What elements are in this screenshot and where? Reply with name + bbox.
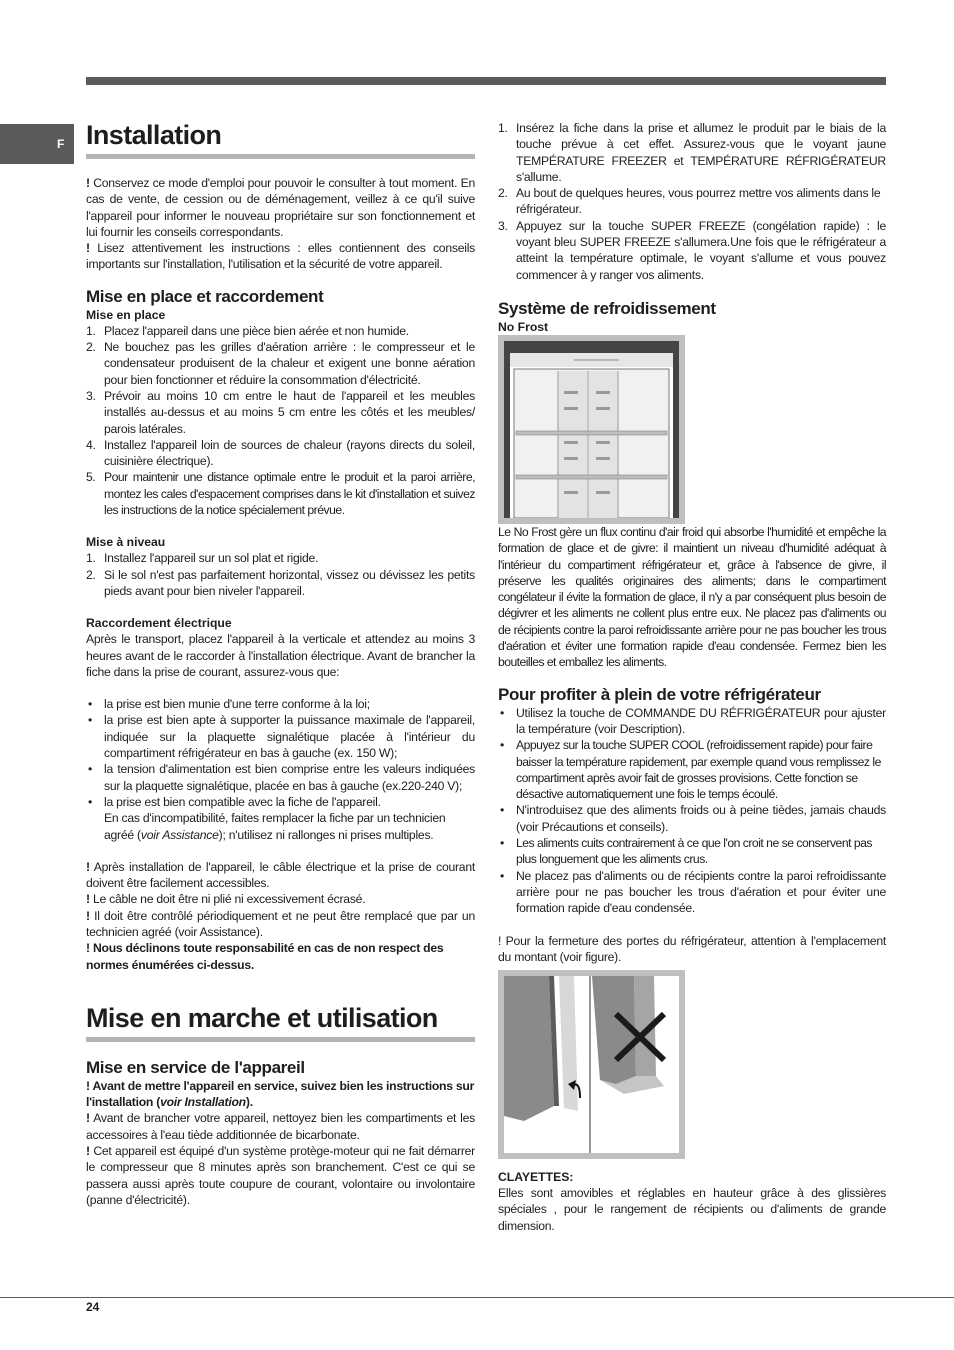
service-bold-note: ! Avant de mettre l'appareil en service, suivez bien les instructions sur l'installation (voir Installation). <box>86 1078 475 1110</box>
language-tab-label: F <box>57 137 65 151</box>
list-item: 1. Installez l'appareil sur un sol plat et rigide. <box>86 551 319 566</box>
service-steps <box>498 120 886 283</box>
mise-a-niveau-list <box>86 550 475 599</box>
no-frost-text: Le No Frost gère un flux continu d'air froid qui absorbe l'humidité et empêche la formation de glace et de givre: il maintient un niveau d'humidité adéquat à l'intérieur du compartiment réfrigérateur et, grâce à l'absence de givre, il préserve les qualités originaires des aliments; dans le compartiment congélateur il évite la formation de glace, il n'y a par conséquent plus besoin de dégivrer et les aliments ne collent plus entre eux. Ne placez pas d'aliments ou de récipients contre la paroi refroidissante arrière pour ne pas boucher les trous d'aération et éviter une formation rapide d'eau condensée. Fermez bien les bouteilles et emballez les aliments. <box>498 524 886 670</box>
list-item: 2. Au bout de quelques heures, vous pourrez mettre vos aliments dans le réfrigérateur. <box>498 186 881 217</box>
door-figure <box>498 970 685 1159</box>
profiter-heading: Pour profiter à plein de votre réfrigérateur <box>498 684 821 704</box>
door-note: ! Pour la fermeture des portes du réfrigérateur, attention à l'emplacement du montant (voir figure). <box>498 933 886 964</box>
list-item: • N'introduisez que des aliments froids ou à peine tièdes, jamais chauds (voir Précautions et conseils). <box>498 802 886 835</box>
mise-a-niveau-heading: Mise à niveau <box>86 535 166 550</box>
fridge-interior-figure <box>498 335 685 524</box>
list-item: 3. Prévoir au moins 10 cm entre le haut de l'appareil et les meubles installés au-dessus et au moins 5 cm entre les côtés et les meubles/ parois latérales. <box>86 388 475 436</box>
placement-heading: Mise en place et raccordement <box>86 286 324 306</box>
intro-para-1: ! Conservez ce mode d'emploi pour pouvoir le consulter à tout moment. En cas de vente, de cession ou de déménagement, veillez à ce qu'il suive l'appareil pour informer le nouveau propriétaire sur son fonctionnement et lui fournir les conseils correspondants. <box>86 176 475 239</box>
clayettes-heading: CLAYETTES: <box>498 1170 574 1185</box>
mise-en-place-list <box>86 323 475 519</box>
list-item: • la prise est bien munie d'une terre conforme à la loi; <box>86 696 475 712</box>
intro-para-2: ! Lisez attentivement les instructions : elles contiennent des conseils importants sur l'installation, l'utilisation et la sécurité de votre appareil. <box>86 241 475 272</box>
profiter-bullets <box>498 705 886 917</box>
disclaimer: ! Nous déclinons toute responsabilité en cas de non respect des normes énumérées ci-dessus. <box>86 941 444 972</box>
list-item: • Ne placez pas d'aliments ou de récipients contre la paroi refroidissante arrière pour ne pas boucher les trous d'aération et pour éviter une formation rapide d'eau condensée. <box>498 868 886 917</box>
list-item: • Les aliments cuits contrairement à ce que l'on croit ne se conservent pas plus longuement que les aliments crus. <box>498 835 886 868</box>
installation-title: Installation <box>86 120 475 159</box>
warning-para: ! Le câble ne doit être ni plié ni excessivement écrasé. <box>86 892 366 907</box>
right-column <box>498 120 886 1234</box>
raccordement-bullets <box>86 696 475 843</box>
door-closing-illustration <box>504 976 679 1153</box>
list-item: • Utilisez la touche de COMMANDE DU RÉFRIGÉRATEUR pour ajuster la température (voir Description). <box>498 705 886 738</box>
clayettes-text: Elles sont amovibles et réglables en hauteur grâce à des glissières spéciales , pour le rangement de récipients ou d'aliments de grande dimension. <box>498 1186 886 1233</box>
list-item: 1. Placez l'appareil dans une pièce bien aérée et non humide. <box>86 323 409 338</box>
list-item: 3. Appuyez sur la touche SUPER FREEZE (congélation rapide) : le voyant bleu SUPER FREEZE s'allumera.Une fois que le réfrigérateur a atteint la température optimale, le voyant s'allume et vous pouvez commencer à y ranger vos aliments. <box>498 218 886 282</box>
list-item: 2. Si le sol n'est pas parfaitement horizontal, vissez ou dévissez les petits pieds avant pour bien niveler l'appareil. <box>86 567 475 598</box>
page-number: 24 <box>86 1300 100 1314</box>
warning-para: ! Il doit être contrôlé périodiquement et ne peut être remplacé que par un technicien agréé (voir Assistance). <box>86 908 475 939</box>
raccordement-text: Après le transport, placez l'appareil à la verticale et attendez au moins 3 heures avant de le raccorder à l'installation électrique. Avant de brancher la fiche dans la prise de courant, assurez-vous que: <box>86 632 475 679</box>
left-column <box>86 120 475 1208</box>
raccordement-heading: Raccordement électrique <box>86 616 232 631</box>
list-item: • la tension d'alimentation est bien comprise entre les valeurs indiquées sur la plaquette signalétique, placée en bas à gauche (ex.220-240 V); <box>86 761 475 794</box>
systeme-heading: Système de refroidissement <box>498 298 716 318</box>
top-rule <box>86 77 886 85</box>
list-item: 2. Ne bouchez pas les grilles d'aération arrière : le compresseur et le condensateur produisent de la chaleur et exigent une bonne aération pour bien fonctionner et réduire la consommation d'électricité. <box>86 340 475 387</box>
list-item: 4. Installez l'appareil loin de sources de chaleur (rayons directs du soleil, cuisinière électrique). <box>86 437 475 469</box>
service-heading: Mise en service de l'appareil <box>86 1057 305 1077</box>
list-item: 1. Insérez la fiche dans la prise et allumez le produit par le biais de la touche prévue à cet effet. Assurez-vous que le voyant jaune TEMPÉRATURE FREEZER et TEMPÉRATURE RÉFRIGÉRATEUR s'allume. <box>498 121 886 184</box>
list-item: • Appuyez sur la touche SUPER COOL (refroidissement rapide) pour faire baisser la température rapidement, par exemple quand vous remplissez le compartiment après avoir fait de grosses provisions. Cette fonction se désactive automatiquement une fois le temps écoulé. <box>498 737 886 802</box>
fridge-interior-illustration <box>504 341 679 518</box>
no-frost-subheading: No Frost <box>498 319 549 334</box>
list-item: 5. Pour maintenir une distance optimale entre le produit et la paroi arrière, montez les cales d'espacement comprises dans le kit d'installation et suivez les instructions de la notice spécialement prévue. <box>86 470 475 518</box>
service-para: ! Cet appareil est équipé d'un système protège-moteur qui ne fait démarrer le compresseur que 8 minutes après son branchement. C'est ce qui se passera aussi après toute coupure de courant, volontaire ou involontaire (panne d'électricité). <box>86 1144 475 1207</box>
mise-en-marche-title: Mise en marche et utilisation <box>86 1003 475 1042</box>
mise-en-place-heading: Mise en place <box>86 307 166 322</box>
service-para: ! Avant de brancher votre appareil, nettoyez bien les compartiments et les accessoires à l'eau tiède additionnée de bicarbonate. <box>86 1111 475 1142</box>
bottom-rule <box>0 1297 954 1298</box>
language-tab <box>0 124 74 164</box>
list-item: • la prise est bien apte à supporter la puissance maximale de l'appareil, indiquée sur la plaquette signalétique placée à l'intérieur du compartiment réfrigérateur en bas à gauche (ex. 150 W); <box>86 712 475 761</box>
list-item: • la prise est bien compatible avec la fiche de l'appareil. En cas d'incompatibilité, faites remplacer la fiche par un technicien agréé (voir Assistance); n'utilisez ni rallonges ni prises multiples. <box>86 794 475 843</box>
warning-para: ! Après installation de l'appareil, le câble électrique et la prise de courant doivent être facilement accessibles. <box>86 859 475 891</box>
